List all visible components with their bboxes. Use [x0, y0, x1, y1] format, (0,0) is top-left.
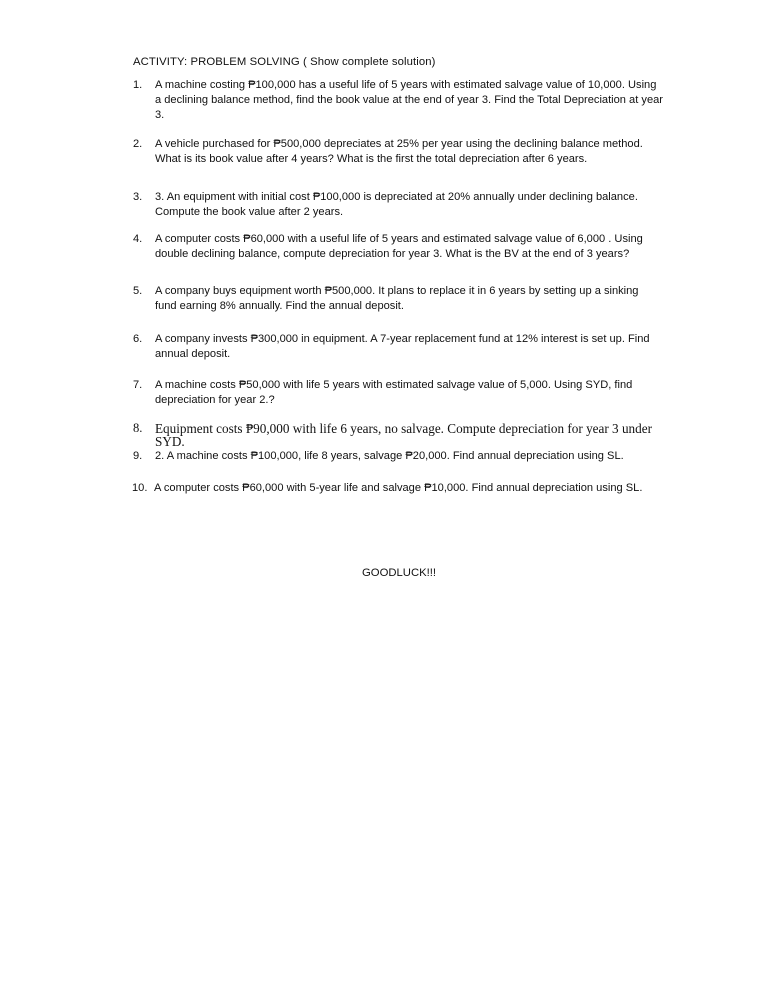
- problem-item-2: [133, 137, 663, 167]
- problem-item-5: [133, 284, 663, 314]
- problem-number: 8.: [133, 421, 143, 435]
- problem-text: 3. An equipment with initial cost ₱100,000 is depreciated at 20% annually under declining balance. Compute the book value after 2 years.: [155, 191, 638, 219]
- problem-item-7: [133, 378, 663, 408]
- activity-heading: ACTIVITY: PROBLEM SOLVING ( Show complete solution): [133, 56, 436, 68]
- problem-number: 10.: [132, 482, 148, 494]
- problem-number: 2.: [133, 138, 143, 150]
- problem-number: 1.: [133, 79, 143, 91]
- problem-text: A company invests ₱300,000 in equipment. A 7-year replacement fund at 12% interest is set up. Find annual deposit.: [155, 333, 650, 361]
- problem-item-9: [133, 449, 673, 464]
- problem-text: Equipment costs ₱90,000 with life 6 years, no salvage. Compute depreciation for year 3 under SYD.: [155, 421, 652, 450]
- problem-text: A computer costs ₱60,000 with a useful life of 5 years and estimated salvage value of 6,000 . Using double declining balance, compute depreciation for year 3. What is the BV at the end of 3 years?: [155, 233, 643, 261]
- problem-number: 3.: [133, 191, 143, 203]
- problem-text: A machine costing ₱100,000 has a useful life of 5 years with estimated salvage value of 10,000. Using a declining balance method, find the book value at the end of year 3. Find the Total Depreciation at year 3.: [155, 79, 663, 122]
- problem-text: A machine costs ₱50,000 with life 5 years with estimated salvage value of 5,000. Using SYD, find depreciation for year 2.?: [155, 379, 633, 407]
- problem-item-6: [133, 332, 663, 362]
- problem-item-8: [133, 422, 663, 449]
- problem-number: 7.: [133, 379, 143, 391]
- problem-number: 4.: [133, 233, 143, 245]
- problem-number: 5.: [133, 285, 143, 297]
- problem-item-1: [133, 78, 663, 124]
- problem-text: A vehicle purchased for ₱500,000 depreciates at 25% per year using the declining balance method. What is its book value after 4 years? What is the first the total depreciation after 6 years.: [155, 138, 643, 166]
- problem-text: A computer costs ₱60,000 with 5-year life and salvage ₱10,000. Find annual depreciation using SL.: [154, 482, 643, 494]
- problem-item-4: [133, 232, 663, 262]
- problem-text: 2. A machine costs ₱100,000, life 8 years, salvage ₱20,000. Find annual depreciation using SL.: [155, 450, 624, 462]
- problem-number: 6.: [133, 333, 143, 345]
- problem-text: A company buys equipment worth ₱500,000. It plans to replace it in 6 years by setting up a sinking fund earning 8% annually. Find the annual deposit.: [155, 285, 639, 313]
- problem-number: 9.: [133, 450, 143, 462]
- problem-item-10: [132, 481, 662, 496]
- goodluck-footer: GOODLUCK!!!: [362, 567, 437, 579]
- problem-item-3: [133, 190, 663, 220]
